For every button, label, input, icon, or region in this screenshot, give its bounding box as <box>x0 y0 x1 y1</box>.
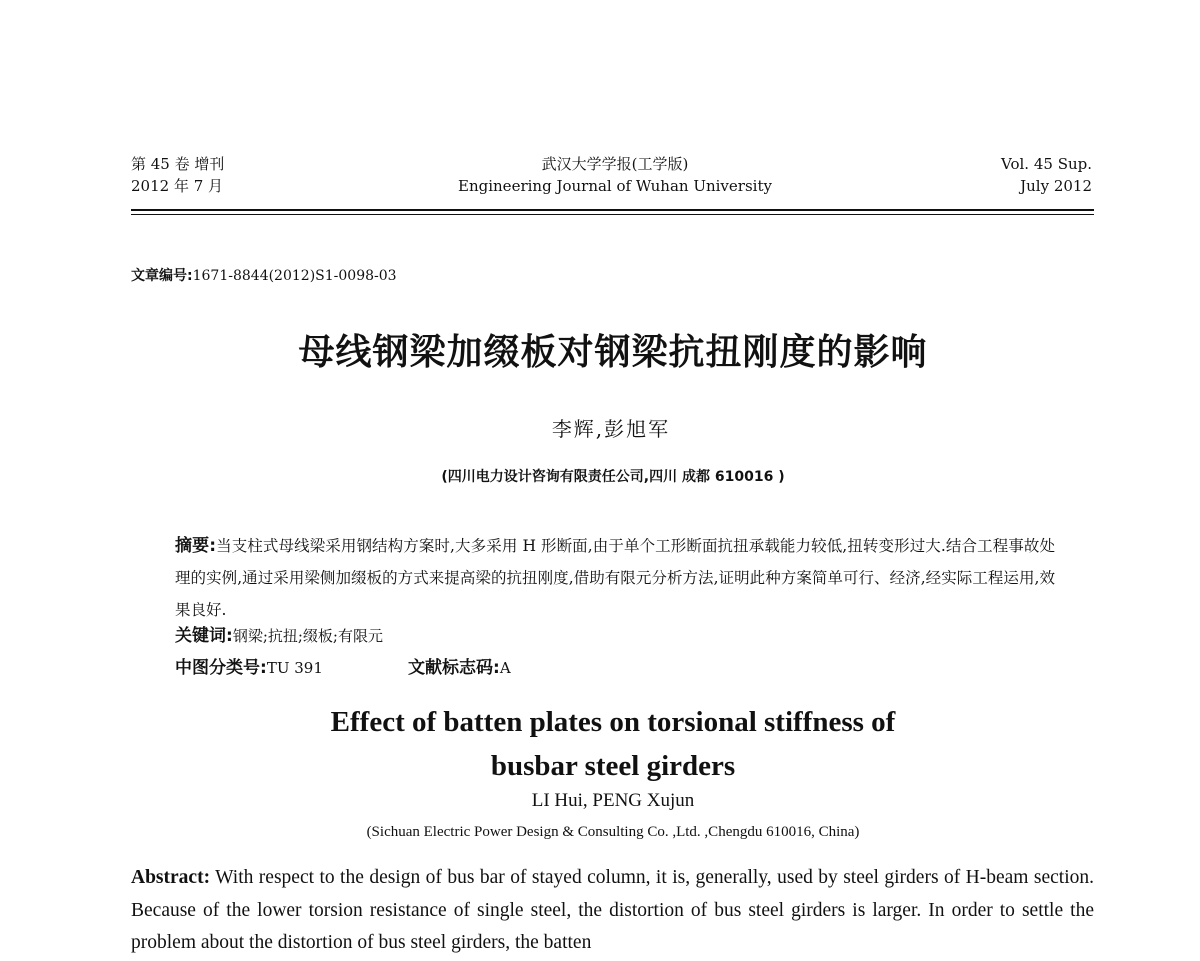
classification-row <box>175 656 775 680</box>
header-rule <box>131 209 1094 211</box>
abstract-english-text: With respect to the design of bus bar of stayed column, it is, generally, used by steel girders of H-beam section. Because of the lower torsion resistance of single steel, the distortion of bus steel girders is larger. In order to settle the problem about the distortion of bus steel girders, the batten <box>131 867 1094 953</box>
header-date-en: July 2012 <box>1020 177 1092 195</box>
abstract-chinese <box>175 530 1055 626</box>
document-code-value: A <box>499 659 511 677</box>
abstract-chinese-text: 当支柱式母线梁采用钢结构方案时,大多采用 H 形断面,由于单个工形断面抗扭承载能力较低,扭转变形过大.结合工程事故处理的实例,通过采用梁侧加缀板的方式来提高梁的抗扭刚度,借助有限元分析方法,证明此种方案简单可行、经济,经实际工程运用,效果良好. <box>175 537 1055 619</box>
header-rule-thin <box>131 214 1094 215</box>
affiliation-english: (Sichuan Electric Power Design & Consulting Co. ,Ltd. ,Chengdu 610016, China) <box>366 824 860 840</box>
header-journal-cn: 武汉大学学报(工学版) <box>541 155 689 173</box>
affiliation-chinese: (四川电力设计咨询有限责任公司,四川 成都 610016 ) <box>441 469 785 485</box>
title-chinese: 母线钢梁加缀板对钢梁抗扭刚度的影响 <box>298 332 928 373</box>
clc-number <box>175 659 323 677</box>
authors-english: LI Hui, PENG Xujun <box>531 790 695 811</box>
clc-label: 中图分类号: <box>175 658 267 678</box>
title-english <box>0 700 1200 788</box>
header-volume-en: Vol. 45 Sup. <box>1001 155 1092 173</box>
header-volume-info-en <box>1001 153 1092 197</box>
header-date-cn: 2012 年 7 月 <box>131 177 224 195</box>
keywords-label: 关键词: <box>175 626 233 646</box>
article-number <box>131 266 397 286</box>
article-number-label: 文章编号: <box>131 268 193 284</box>
header-journal-en: Engineering Journal of Wuhan University <box>458 177 772 195</box>
header-volume-info <box>131 153 224 197</box>
authors-chinese: 李辉,彭旭军 <box>551 417 671 441</box>
keywords-chinese <box>175 624 383 648</box>
header-volume: 第 45 卷 增刊 <box>131 155 225 173</box>
title-english-line2: busbar steel girders <box>490 750 736 782</box>
abstract-chinese-label: 摘要: <box>175 536 216 556</box>
document-code-label: 文献标志码: <box>408 658 500 678</box>
article-number-value: 1671-8844(2012)S1-0098-03 <box>192 268 397 284</box>
keywords-text: 钢梁;抗扭;缀板;有限元 <box>232 627 383 645</box>
clc-value: TU 391 <box>266 659 323 677</box>
abstract-english-label: Abstract: <box>131 867 211 888</box>
header-journal-name <box>400 153 830 197</box>
abstract-english <box>131 862 1094 960</box>
document-code <box>408 656 511 680</box>
title-english-line1: Effect of batten plates on torsional stiffness of <box>330 706 896 738</box>
